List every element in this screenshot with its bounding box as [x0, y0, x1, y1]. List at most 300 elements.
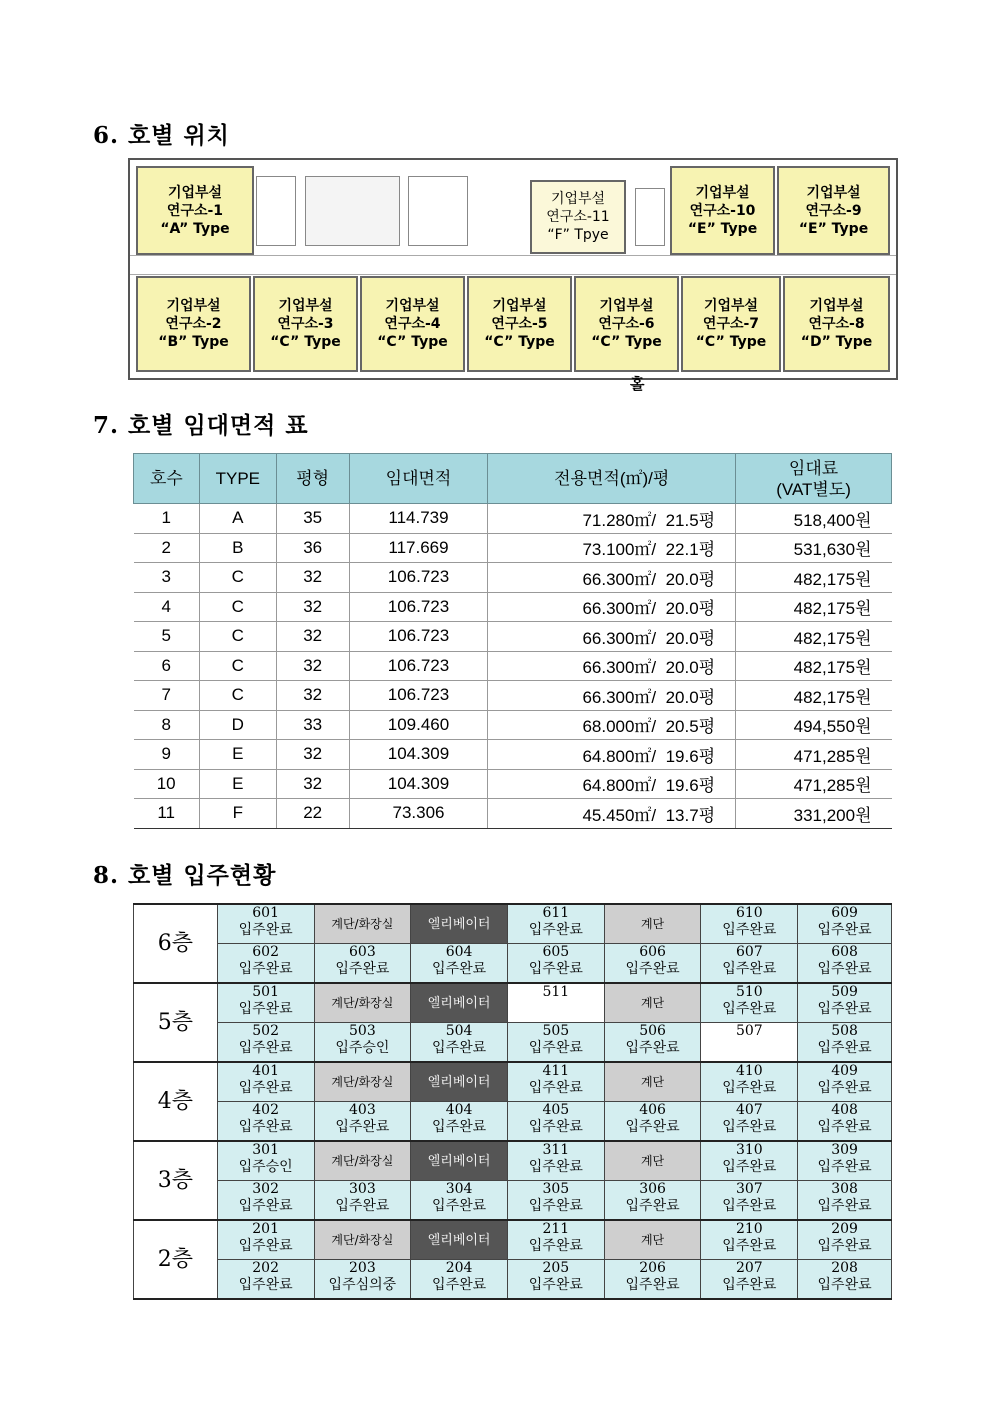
rent-cell: 45.450㎡/ 13.7평	[488, 799, 736, 829]
unit-status: 입주완료	[238, 1198, 293, 1214]
unit-status: 입주승인	[238, 1159, 293, 1175]
unit-status: 입주완료	[722, 1159, 777, 1175]
rent-cell: 32	[276, 592, 349, 622]
rent-cell: 1	[134, 504, 200, 534]
rent-cell: 22	[276, 799, 349, 829]
room-3	[253, 276, 358, 372]
unit-status: 입주완료	[625, 961, 680, 977]
room-5	[467, 276, 572, 372]
rent-cell: E	[199, 740, 276, 770]
rent-cell: 109.460	[349, 710, 488, 740]
unit-number: 408	[831, 1102, 858, 1118]
rent-cell: 114.739	[349, 504, 488, 534]
stair-cell: 계단/화장실	[314, 983, 411, 1023]
elevator-cell: 엘리베이터	[411, 1141, 508, 1181]
unit-cell	[701, 1023, 798, 1063]
unit-cell	[217, 1141, 314, 1181]
unit-cell	[217, 1220, 314, 1260]
unit-number: 308	[831, 1181, 858, 1197]
room-label: 기업부설 연구소-9 “E” Type	[798, 184, 869, 237]
stair-cell: 계단/화장실	[314, 1220, 411, 1260]
unit-status: 입주완료	[238, 1040, 293, 1056]
unit-number: 208	[831, 1260, 858, 1276]
stair-cell: 계단	[604, 1141, 701, 1181]
unit-status: 입주완료	[625, 1119, 680, 1135]
rent-cell: 2	[134, 533, 200, 563]
unit-number: 511	[542, 984, 570, 1000]
rent-row	[134, 651, 892, 681]
unit-number: 306	[639, 1181, 666, 1197]
rent-cell: 73.100㎡/ 22.1평	[488, 533, 736, 563]
rent-cell: 8	[134, 710, 200, 740]
unit-cell	[507, 1181, 604, 1221]
occupancy-row	[134, 1102, 892, 1142]
rent-cell: 106.723	[349, 622, 488, 652]
stair-cell: 계단	[604, 983, 701, 1023]
unit-status: 입주완료	[432, 1040, 487, 1056]
unit-cell	[604, 944, 701, 984]
room-label: 기업부설 연구소-7 “C” Type	[695, 298, 767, 350]
unit-status: 입주완료	[238, 1119, 293, 1135]
col-header: 전용면적(㎡)/평	[488, 454, 736, 504]
room-8	[783, 276, 890, 372]
unit-cell	[411, 1181, 508, 1221]
unit-cell	[798, 1023, 892, 1063]
unit-cell	[701, 1102, 798, 1142]
unit-number: 610	[735, 905, 763, 921]
rent-cell: C	[199, 592, 276, 622]
unit-number: 502	[252, 1023, 279, 1039]
elevator-core	[408, 176, 468, 246]
unit-cell	[604, 1023, 701, 1063]
unit-status: 입주완료	[528, 1080, 583, 1096]
unit-cell	[411, 1023, 508, 1063]
unit-cell	[507, 983, 604, 1023]
unit-status: 입주완료	[335, 1198, 390, 1214]
unit-status: 입주완료	[817, 1001, 872, 1017]
unit-status: 입주완료	[817, 1277, 872, 1293]
unit-number: 404	[445, 1102, 473, 1118]
stair-cell: 계단	[604, 1062, 701, 1102]
occupancy-table	[133, 903, 892, 1300]
unit-status: 입주완료	[238, 1001, 293, 1017]
unit-number: 609	[831, 905, 858, 921]
unit-cell	[314, 1181, 411, 1221]
unit-status: 입주완료	[528, 922, 583, 938]
rent-cell: 482,175원	[736, 681, 892, 711]
rent-cell: B	[199, 533, 276, 563]
unit-cell	[701, 1220, 798, 1260]
rent-cell: C	[199, 681, 276, 711]
section-8-title: 8. 호별 입주현황	[93, 862, 277, 889]
room-label: 기업부설 연구소-11 “F” Tpye	[546, 191, 610, 243]
unit-number: 206	[639, 1260, 666, 1276]
unit-number: 201	[252, 1221, 279, 1237]
unit-number: 611	[542, 905, 570, 921]
rent-cell: 518,400원	[736, 504, 892, 534]
occupancy-row	[134, 944, 892, 984]
rent-cell: 471,285원	[736, 740, 892, 770]
unit-number: 304	[445, 1181, 473, 1197]
unit-number: 506	[639, 1023, 666, 1039]
unit-number: 510	[735, 984, 763, 1000]
rent-cell: 64.800㎡/ 19.6평	[488, 740, 736, 770]
unit-number: 301	[252, 1142, 279, 1158]
unit-status: 입주완료	[528, 1238, 583, 1254]
unit-cell	[314, 944, 411, 984]
elevator-cell: 엘리베이터	[411, 1062, 508, 1102]
rent-cell: 331,200원	[736, 799, 892, 829]
unit-status: 입주완료	[817, 961, 872, 977]
room-label: 기업부설 연구소-6 “C” Type	[591, 298, 662, 350]
unit-status: 입주완료	[238, 961, 293, 977]
room-label: 기업부설 연구소-2 “B” Type	[158, 298, 229, 350]
unit-number: 406	[639, 1102, 666, 1118]
section-6-title: 6. 호별 위치	[93, 122, 230, 149]
floor-label: 4층	[134, 1062, 218, 1141]
unit-cell	[217, 1062, 314, 1102]
unit-number: 602	[252, 944, 279, 960]
unit-status: 입주완료	[335, 961, 390, 977]
unit-status: 입주완료	[722, 1198, 777, 1214]
unit-status: 입주완료	[432, 1277, 487, 1293]
unit-status: 입주완료	[238, 1080, 293, 1096]
rent-row	[134, 681, 892, 711]
unit-number: 606	[639, 944, 666, 960]
unit-number: 603	[349, 944, 376, 960]
unit-status: 입주완료	[817, 1238, 872, 1254]
rent-cell: 35	[276, 504, 349, 534]
rent-cell: 482,175원	[736, 592, 892, 622]
unit-status: 입주완료	[817, 1040, 872, 1056]
unit-number: 303	[349, 1181, 376, 1197]
unit-cell	[217, 983, 314, 1023]
rent-cell: 6	[134, 651, 200, 681]
rent-cell: 71.280㎡/ 21.5평	[488, 504, 736, 534]
unit-status: 입주완료	[722, 1119, 777, 1135]
rent-cell: C	[199, 651, 276, 681]
unit-cell	[798, 904, 892, 944]
room-label: 기업부설 연구소-8 “D” Type	[800, 298, 873, 350]
unit-number: 405	[542, 1102, 570, 1118]
unit-status: 입주완료	[817, 1119, 872, 1135]
unit-number: 505	[542, 1023, 570, 1039]
unit-cell	[701, 944, 798, 984]
unit-cell	[507, 1260, 604, 1300]
rent-cell: D	[199, 710, 276, 740]
unit-cell	[217, 1260, 314, 1300]
unit-status: 입주완료	[528, 1119, 583, 1135]
rent-cell: C	[199, 563, 276, 593]
unit-cell	[507, 1141, 604, 1181]
corridor	[130, 255, 896, 275]
unit-status: 입주완료	[722, 922, 777, 938]
stair-cell: 계단/화장실	[314, 904, 411, 944]
room-label: 기업부설 연구소-5 “C” Type	[484, 298, 555, 350]
unit-cell	[507, 1023, 604, 1063]
unit-status: 입주완료	[625, 1277, 680, 1293]
unit-cell	[507, 1220, 604, 1260]
unit-number: 411	[542, 1063, 570, 1079]
rent-cell: 104.309	[349, 740, 488, 770]
rent-cell: 106.723	[349, 651, 488, 681]
occupancy-row	[134, 1141, 892, 1181]
unit-status: 입주완료	[722, 1080, 777, 1096]
rent-cell: 482,175원	[736, 622, 892, 652]
unit-status: 입주완료	[625, 1198, 680, 1214]
room-label: 기업부설 연구소-4 “C” Type	[377, 298, 448, 350]
unit-cell	[411, 944, 508, 984]
rent-row	[134, 799, 892, 829]
unit-cell	[604, 1260, 701, 1300]
rent-cell: 66.300㎡/ 20.0평	[488, 563, 736, 593]
unit-cell	[507, 1062, 604, 1102]
rent-cell: 32	[276, 769, 349, 799]
unit-status: 입주완료	[432, 961, 487, 977]
unit-number: 504	[445, 1023, 473, 1039]
rent-cell: 482,175원	[736, 651, 892, 681]
unit-cell	[701, 1141, 798, 1181]
rent-cell: 32	[276, 740, 349, 770]
rent-row	[134, 504, 892, 534]
unit-cell	[411, 1102, 508, 1142]
unit-number: 403	[349, 1102, 376, 1118]
unit-status: 입주완료	[238, 1277, 293, 1293]
rent-row	[134, 563, 892, 593]
rent-table	[133, 453, 892, 829]
rent-cell: 106.723	[349, 592, 488, 622]
unit-cell	[217, 1102, 314, 1142]
unit-status: 입주완료	[817, 1159, 872, 1175]
unit-status: 입주완료	[722, 961, 777, 977]
unit-status: 입주완료	[238, 1238, 293, 1254]
rent-cell: 36	[276, 533, 349, 563]
unit-status: 입주완료	[528, 1159, 583, 1175]
col-header: 평형	[276, 454, 349, 504]
rent-cell: 7	[134, 681, 200, 711]
unit-number: 205	[542, 1260, 570, 1276]
unit-number: 507	[735, 1023, 763, 1039]
rent-row	[134, 710, 892, 740]
unit-cell	[314, 1023, 411, 1063]
room-10	[670, 166, 775, 255]
room-2	[136, 276, 251, 372]
unit-cell	[411, 1260, 508, 1300]
stair-core	[256, 176, 296, 246]
rent-cell: 3	[134, 563, 200, 593]
rent-cell: 482,175원	[736, 563, 892, 593]
unit-status: 입주완료	[817, 1198, 872, 1214]
unit-status: 입주완료	[722, 1238, 777, 1254]
rent-cell: 33	[276, 710, 349, 740]
rent-cell: 11	[134, 799, 200, 829]
rent-cell: 10	[134, 769, 200, 799]
room-7	[681, 276, 781, 372]
unit-number: 410	[735, 1063, 763, 1079]
unit-cell	[798, 1062, 892, 1102]
rent-cell: 32	[276, 563, 349, 593]
elevator-cell: 엘리베이터	[411, 983, 508, 1023]
unit-cell	[507, 1102, 604, 1142]
floor-label: 5층	[134, 983, 218, 1062]
unit-status: 입주완료	[722, 1001, 777, 1017]
unit-cell	[798, 1260, 892, 1300]
unit-number: 211	[542, 1221, 570, 1237]
unit-cell	[701, 983, 798, 1023]
unit-cell	[604, 1102, 701, 1142]
rent-cell: 117.669	[349, 533, 488, 563]
unit-number: 407	[735, 1102, 763, 1118]
unit-status: 입주심의중	[328, 1277, 397, 1293]
unit-number: 310	[735, 1142, 763, 1158]
rent-cell: 32	[276, 681, 349, 711]
rent-cell: 494,550원	[736, 710, 892, 740]
room-9	[777, 166, 890, 255]
unit-number: 503	[349, 1023, 376, 1039]
rent-cell: A	[199, 504, 276, 534]
unit-number: 608	[831, 944, 858, 960]
occupancy-row	[134, 1181, 892, 1221]
unit-status: 입주완료	[528, 1277, 583, 1293]
rent-row	[134, 740, 892, 770]
occupancy-row	[134, 1260, 892, 1300]
unit-number: 401	[252, 1063, 279, 1079]
rent-cell: C	[199, 622, 276, 652]
col-header: 임대면적	[349, 454, 488, 504]
unit-cell	[798, 1141, 892, 1181]
room-6	[574, 276, 679, 372]
rent-header-row	[134, 454, 892, 504]
room-label: 기업부설 연구소-10 “E” Type	[687, 184, 758, 237]
unit-number: 509	[831, 984, 858, 1000]
unit-cell	[701, 904, 798, 944]
unit-status: 입주완료	[335, 1119, 390, 1135]
occupancy-row	[134, 1220, 892, 1260]
rent-cell: 32	[276, 622, 349, 652]
unit-number: 409	[831, 1063, 858, 1079]
unit-number: 605	[542, 944, 570, 960]
unit-number: 302	[252, 1181, 279, 1197]
occupancy-row	[134, 1023, 892, 1063]
rent-cell: 4	[134, 592, 200, 622]
unit-status: 입주완료	[817, 1080, 872, 1096]
unit-cell	[314, 1260, 411, 1300]
unit-cell	[507, 904, 604, 944]
unit-cell	[701, 1260, 798, 1300]
stair-cell: 계단/화장실	[314, 1062, 411, 1102]
unit-status: 입주완료	[528, 1040, 583, 1056]
unit-status: 입주완료	[432, 1119, 487, 1135]
unit-number: 508	[831, 1023, 858, 1039]
restroom-core	[305, 176, 400, 246]
rent-cell: 73.306	[349, 799, 488, 829]
unit-status: 입주완료	[817, 922, 872, 938]
unit-number: 501	[252, 984, 279, 1000]
rent-cell: 106.723	[349, 563, 488, 593]
rent-row	[134, 622, 892, 652]
unit-number: 309	[831, 1142, 858, 1158]
unit-cell	[701, 1062, 798, 1102]
stair-cell: 계단	[604, 1220, 701, 1260]
unit-number: 604	[445, 944, 473, 960]
floor-label: 6층	[134, 904, 218, 983]
unit-status: 입주완료	[528, 1198, 583, 1214]
rent-cell: 5	[134, 622, 200, 652]
unit-number: 209	[831, 1221, 858, 1237]
stair-cell: 계단/화장실	[314, 1141, 411, 1181]
room-11	[530, 180, 626, 254]
elevator-cell: 엘리베이터	[411, 904, 508, 944]
col-header: TYPE	[199, 454, 276, 504]
occupancy-row	[134, 1062, 892, 1102]
unit-cell	[217, 1181, 314, 1221]
unit-status: 입주완료	[432, 1198, 487, 1214]
hall-label: 홀	[630, 375, 645, 393]
rent-cell: 32	[276, 651, 349, 681]
unit-cell	[314, 1102, 411, 1142]
section-7-title: 7. 호별 임대면적 표	[93, 412, 309, 439]
unit-cell	[798, 1220, 892, 1260]
unit-status: 입주승인	[335, 1040, 390, 1056]
unit-number: 204	[445, 1260, 473, 1276]
floor-plan	[128, 158, 898, 393]
rent-cell: 104.309	[349, 769, 488, 799]
room-1	[136, 166, 254, 255]
col-header: 임대료 (VAT별도)	[736, 454, 892, 504]
unit-cell	[798, 983, 892, 1023]
rent-cell: 66.300㎡/ 20.0평	[488, 592, 736, 622]
unit-status: 입주완료	[722, 1277, 777, 1293]
floor-label: 3층	[134, 1141, 218, 1220]
unit-cell	[217, 904, 314, 944]
unit-number: 607	[735, 944, 763, 960]
rent-cell: 471,285원	[736, 769, 892, 799]
stair-core-2	[635, 188, 665, 246]
occupancy-row	[134, 983, 892, 1023]
room-label: 기업부설 연구소-3 “C” Type	[270, 298, 341, 350]
rent-row	[134, 769, 892, 799]
unit-number: 207	[735, 1260, 763, 1276]
rent-cell: 106.723	[349, 681, 488, 711]
unit-number: 402	[252, 1102, 279, 1118]
unit-cell	[798, 1181, 892, 1221]
unit-cell	[507, 944, 604, 984]
unit-number: 305	[542, 1181, 570, 1197]
unit-cell	[217, 1023, 314, 1063]
room-label: 기업부설 연구소-1 “A” Type	[160, 184, 230, 237]
unit-number: 202	[252, 1260, 279, 1276]
rent-cell: 66.300㎡/ 20.0평	[488, 622, 736, 652]
elevator-cell: 엘리베이터	[411, 1220, 508, 1260]
rent-cell: 531,630원	[736, 533, 892, 563]
rent-cell: 66.300㎡/ 20.0평	[488, 651, 736, 681]
unit-cell	[798, 1102, 892, 1142]
rent-row	[134, 533, 892, 563]
room-4	[360, 276, 465, 372]
rent-cell: E	[199, 769, 276, 799]
unit-status: 입주완료	[625, 1040, 680, 1056]
col-header: 호수	[134, 454, 200, 504]
rent-cell: 9	[134, 740, 200, 770]
unit-number: 307	[735, 1181, 763, 1197]
unit-cell	[701, 1181, 798, 1221]
rent-row	[134, 592, 892, 622]
rent-cell: 66.300㎡/ 20.0평	[488, 681, 736, 711]
unit-number: 311	[542, 1142, 570, 1158]
floor-label: 2층	[134, 1220, 218, 1299]
rent-cell: 68.000㎡/ 20.5평	[488, 710, 736, 740]
unit-number: 203	[349, 1260, 376, 1276]
